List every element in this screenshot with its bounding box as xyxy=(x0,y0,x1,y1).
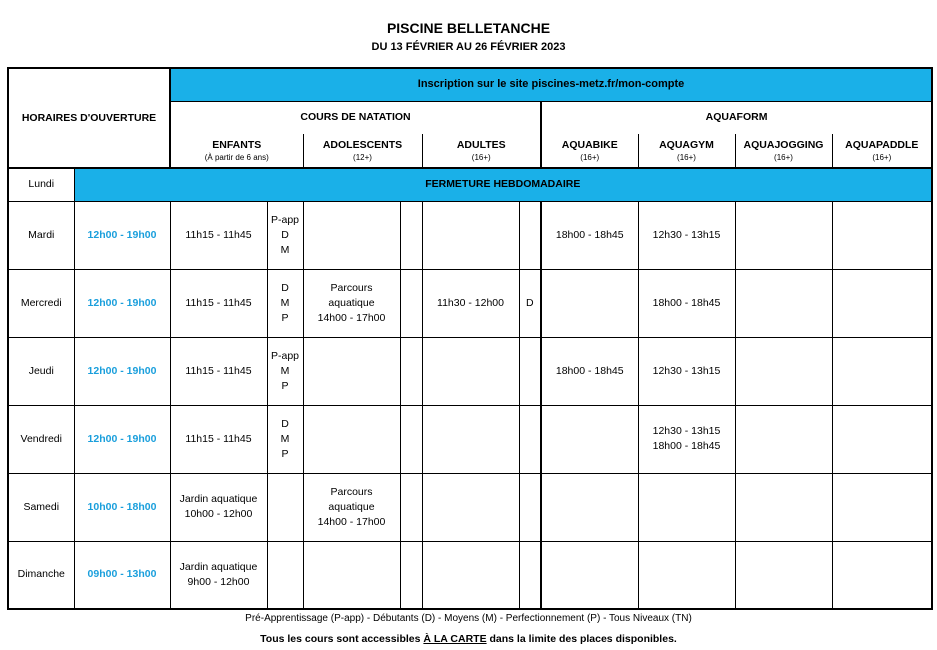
level-cell xyxy=(400,473,422,541)
aquabike-slot xyxy=(541,541,638,609)
opening-hours-header: HORAIRES D'OUVERTURE xyxy=(8,68,170,168)
level-cell xyxy=(519,405,541,473)
enfants-slot: 11h15 - 11h45 xyxy=(170,201,267,269)
aquagym-slot: 12h30 - 13h15 xyxy=(638,201,735,269)
category-aquajogging: AQUAJOGGING (16+) xyxy=(735,134,832,168)
enfants-slot: 11h15 - 11h45 xyxy=(170,405,267,473)
opening-hours: 12h00 - 19h00 xyxy=(74,405,170,473)
aquaform-group-header: AQUAFORM xyxy=(541,101,932,134)
day-label: Lundi xyxy=(8,168,74,201)
opening-hours: 10h00 - 18h00 xyxy=(74,473,170,541)
aquagym-slot xyxy=(638,473,735,541)
adolescents-slot xyxy=(303,337,400,405)
day-label: Vendredi xyxy=(8,405,74,473)
enfants-slot: Jardin aquatique 10h00 - 12h00 xyxy=(170,473,267,541)
aquapaddle-slot xyxy=(832,201,932,269)
opening-hours: 12h00 - 19h00 xyxy=(74,269,170,337)
level-cell xyxy=(400,337,422,405)
aquajogging-slot xyxy=(735,269,832,337)
aquagym-slot: 12h30 - 13h15 xyxy=(638,337,735,405)
level-cell: D M P xyxy=(267,269,303,337)
day-label: Mercredi xyxy=(8,269,74,337)
opening-hours: 12h00 - 19h00 xyxy=(74,337,170,405)
aquabike-slot: 18h00 - 18h45 xyxy=(541,201,638,269)
adultes-slot xyxy=(422,405,519,473)
adolescents-slot: Parcours aquatique 14h00 - 17h00 xyxy=(303,269,400,337)
table-row xyxy=(8,473,932,541)
opening-hours: 12h00 - 19h00 xyxy=(74,201,170,269)
aquagym-slot: 18h00 - 18h45 xyxy=(638,269,735,337)
level-cell xyxy=(267,541,303,609)
aquajogging-slot xyxy=(735,201,832,269)
adultes-slot xyxy=(422,337,519,405)
level-cell xyxy=(519,473,541,541)
level-cell xyxy=(519,337,541,405)
level-cell: P-app D M xyxy=(267,201,303,269)
table-row xyxy=(8,201,932,269)
table-row xyxy=(8,337,932,405)
aquabike-slot xyxy=(541,269,638,337)
aquapaddle-slot xyxy=(832,337,932,405)
adolescents-slot xyxy=(303,541,400,609)
schedule-table xyxy=(7,67,933,610)
aquapaddle-slot xyxy=(832,473,932,541)
aquabike-slot xyxy=(541,405,638,473)
day-label: Jeudi xyxy=(8,337,74,405)
natation-group-header: COURS DE NATATION xyxy=(170,101,541,134)
category-aquabike: AQUABIKE (16+) xyxy=(541,134,638,168)
day-label: Dimanche xyxy=(8,541,74,609)
aquagym-slot: 12h30 - 13h15 18h00 - 18h45 xyxy=(638,405,735,473)
level-cell xyxy=(519,201,541,269)
level-cell xyxy=(267,473,303,541)
aquapaddle-slot xyxy=(832,405,932,473)
day-label: Mardi xyxy=(8,201,74,269)
category-adolescents: ADOLESCENTS (12+) xyxy=(303,134,422,168)
adultes-slot xyxy=(422,201,519,269)
table-row xyxy=(8,168,932,201)
table-row xyxy=(8,269,932,337)
adultes-slot: 11h30 - 12h00 xyxy=(422,269,519,337)
aquajogging-slot xyxy=(735,405,832,473)
inscription-banner: Inscription sur le site piscines-metz.fr/mon-compte xyxy=(170,68,932,101)
enfants-slot: 11h15 - 11h45 xyxy=(170,269,267,337)
a-la-carte-link: À LA CARTE xyxy=(423,633,487,645)
aquapaddle-slot xyxy=(832,541,932,609)
category-aquapaddle: AQUAPADDLE (16+) xyxy=(832,134,932,168)
level-cell: D xyxy=(519,269,541,337)
access-note: Tous les cours sont accessibles À LA CARTE dans la limite des places disponibles. xyxy=(260,633,677,645)
enfants-slot: Jardin aquatique 9h00 - 12h00 xyxy=(170,541,267,609)
category-adultes: ADULTES (16+) xyxy=(422,134,541,168)
aquapaddle-slot xyxy=(832,269,932,337)
aquajogging-slot xyxy=(735,541,832,609)
aquabike-slot: 18h00 - 18h45 xyxy=(541,337,638,405)
level-cell xyxy=(400,269,422,337)
level-cell xyxy=(519,541,541,609)
adultes-slot xyxy=(422,541,519,609)
adolescents-slot xyxy=(303,405,400,473)
level-cell xyxy=(400,541,422,609)
aquagym-slot xyxy=(638,541,735,609)
enfants-slot: 11h15 - 11h45 xyxy=(170,337,267,405)
page-subtitle: DU 13 FÉVRIER AU 26 FÉVRIER 2023 xyxy=(371,41,566,53)
adolescents-slot: Parcours aquatique 14h00 - 17h00 xyxy=(303,473,400,541)
level-legend: Pré-Apprentissage (P-app) - Débutants (D) - Moyens (M) - Perfectionnement (P) - Tous Niveaux (TN) xyxy=(245,613,692,624)
closure-banner: FERMETURE HEBDOMADAIRE xyxy=(74,168,932,201)
level-cell: P-app M P xyxy=(267,337,303,405)
opening-hours: 09h00 - 13h00 xyxy=(74,541,170,609)
aquajogging-slot xyxy=(735,473,832,541)
level-cell xyxy=(400,201,422,269)
category-aquagym: AQUAGYM (16+) xyxy=(638,134,735,168)
level-cell: D M P xyxy=(267,405,303,473)
category-enfants: ENFANTS (À partir de 6 ans) xyxy=(170,134,303,168)
aquabike-slot xyxy=(541,473,638,541)
day-label: Samedi xyxy=(8,473,74,541)
adolescents-slot xyxy=(303,201,400,269)
table-row xyxy=(8,541,932,609)
table-row xyxy=(8,405,932,473)
level-cell xyxy=(400,405,422,473)
adultes-slot xyxy=(422,473,519,541)
page-title: PISCINE BELLETANCHE xyxy=(386,20,551,36)
aquajogging-slot xyxy=(735,337,832,405)
